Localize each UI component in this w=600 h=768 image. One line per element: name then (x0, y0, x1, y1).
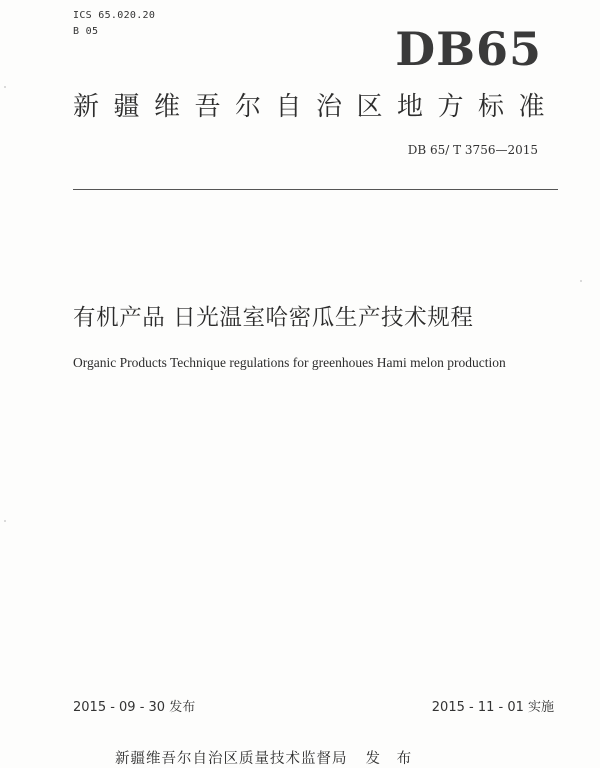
scan-speck (4, 86, 6, 88)
standard-number: DB 65/ T 3756—2015 (407, 143, 538, 157)
implementation-date: 2015 - 11 - 01 实施 (431, 700, 554, 715)
document-title-en: Organic Products Technique regulations for greenhoues Hami melon production (73, 355, 506, 370)
db65-logo: DB65 (395, 22, 542, 76)
issuing-authority-name: 新疆维吾尔自治区质量技术监督局 (115, 751, 348, 767)
issue-date: 2015 - 09 - 30 发布 (73, 700, 196, 715)
scan-speck (4, 520, 6, 522)
ccs-code: B 05 (73, 26, 99, 37)
header-divider (73, 189, 558, 190)
ics-code: ICS 65.020.20 (73, 10, 156, 21)
issue-word: 发 布 (365, 751, 418, 767)
document-title-zh: 有机产品 日光温室哈密瓜生产技术规程 (73, 305, 474, 331)
issuer-title: 新疆维吾尔自治区地方标准 (73, 92, 560, 122)
scan-speck (580, 280, 582, 282)
issuing-authority (115, 747, 417, 768)
